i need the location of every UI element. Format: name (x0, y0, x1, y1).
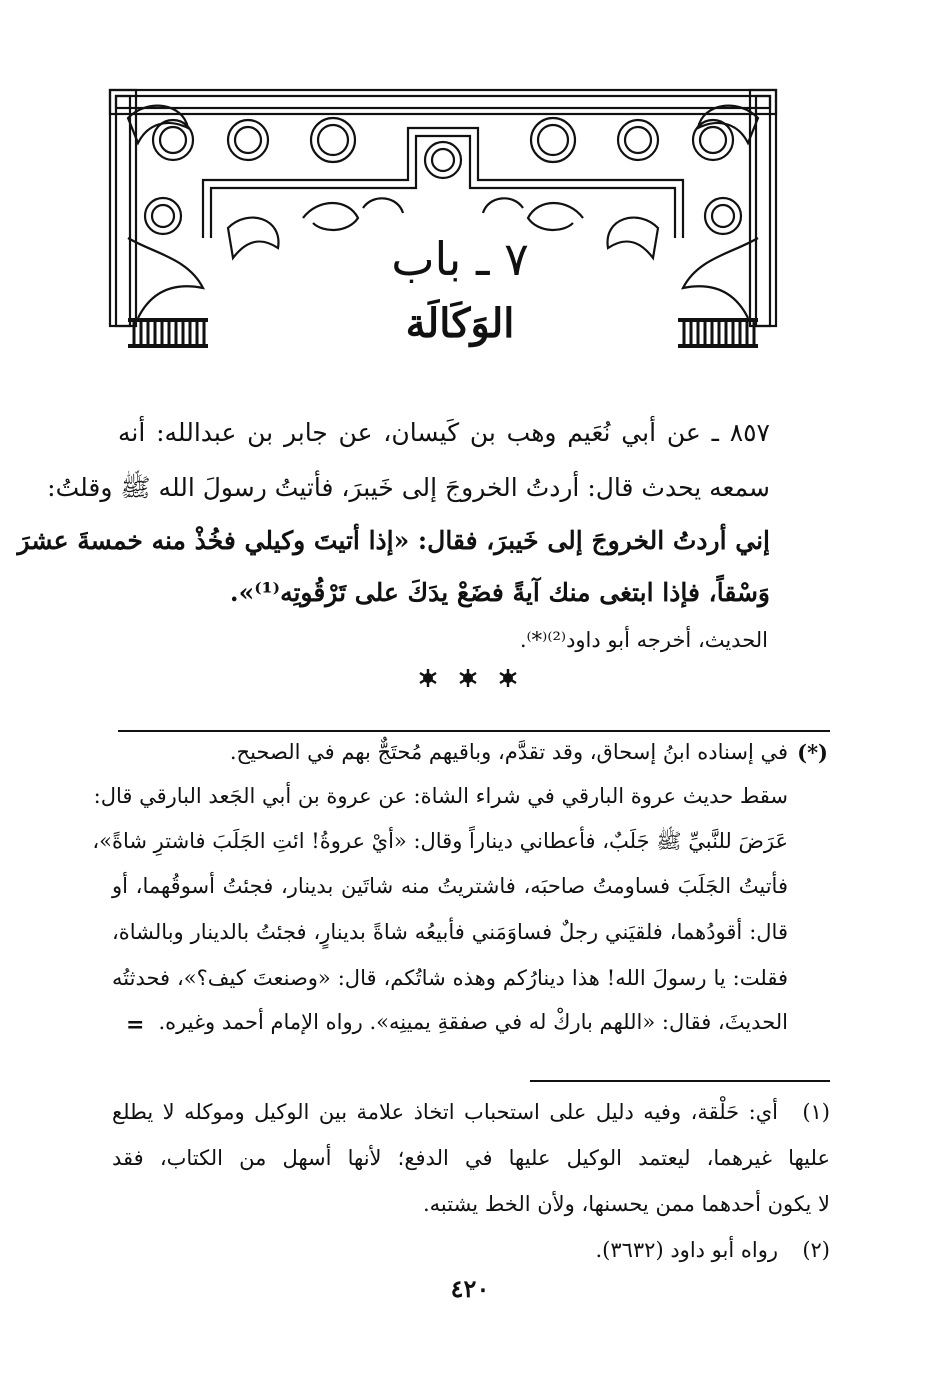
footnote-1-marker: (١) (802, 1100, 830, 1124)
star-footnote-marker: (*) (797, 740, 828, 765)
hadith-source-note: الحديث، أخرجه أبو داود⁽²⁾⁽*⁾. (519, 628, 768, 652)
footnote-divider (118, 730, 830, 732)
chapter-heading: ٧ ـ باب (391, 232, 529, 286)
footnote-2-marker: (٢) (802, 1238, 830, 1262)
star-footnote-line-1: في إسناده ابنُ إسحاق، وقد تقدَّم، وباقيهم مُحتَجٌّ بهم في الصحيح. (229, 740, 788, 764)
star-footnote-line-3: عَرَضَ للنَّبيِّ ﷺ جَلَبٌ، فأعطاني ديناراً وقال: «أيْ عروةُ! ائتِ الجَلَبَ فاشترِ شاةً»، (92, 829, 788, 853)
asterisks-icon (413, 666, 523, 690)
page-number: ٤٢٠ (450, 1274, 490, 1303)
hadith-line-2: سمعه يحدث قال: أردتُ الخروجَ إلى خَيبرَ، فأتيتُ رسولَ الله ﷺ وقلتُ: (47, 473, 770, 502)
star-footnote-line-4: فأتيتُ الجَلَبَ فساومتُ صاحبَه، فاشتريتُ منه شاتَين بدينار، فجئتُ أسوقُهما، أو (112, 874, 788, 898)
chapter-title: الوَكَالَة (405, 300, 515, 347)
footnote-1-line-1: أي: حَلْقة، وفيه دليل على استحباب اتخاذ علامة بين الوكيل وموكله لا يطلع (112, 1100, 778, 1124)
continuation-mark: = (126, 1012, 145, 1038)
footnote-1-line-3: لا يكون أحدهما ممن يحسنها، ولأن الخط يشتبه. (422, 1192, 830, 1216)
hadith-line-1: ٨٥٧ ـ عن أبي نُعَيم وهب بن كَيسان، عن جابر بن عبدالله: أنه (118, 418, 770, 447)
footnotes-short-divider (530, 1080, 830, 1082)
hadith-line-3: إني أردتُ الخروجَ إلى خَيبرَ، فقال: «إذا أتيتَ وكيلي فخُذْ منه خمسةَ عشرَ (17, 526, 770, 555)
section-separator (413, 666, 523, 690)
hadith-line-4: وَسْقاً، فإذا ابتغى منك آيةً فضَعْ يدَكَ على تَرْقُوتِه⁽¹⁾». (229, 578, 770, 607)
star-footnote-line-7: الحديثَ، فقال: «اللهم باركْ له في صفقةِ يمينِه». رواه الإمام أحمد وغيره. (158, 1010, 788, 1034)
footnote-1-line-2: عليها غيرهما، ليعتمد الوكيل عليها في الدفع؛ لأنها أسهل من الكتاب، فقد (112, 1146, 830, 1170)
star-footnote-line-5: قال: أقودُهما، فلقيَني رجلٌ فساوَمَني فأبيعُه شاةً بدينارٍ، فجئتُ بالدينار وبالشاة، (112, 920, 788, 944)
star-footnote-line-2: سقط حديث عروة البارقي في شراء الشاة: عن عروة بن أبي الجَعد البارقي قال: (93, 784, 788, 808)
star-footnote-line-6: فقلت: يا رسولَ الله! هذا دينارُكم وهذه شاتُكم، قال: «وصنعتَ كيف؟»، فحدثتُه (112, 966, 788, 990)
footnote-2-line-1: رواه أبو داود (٣٦٣٢). (595, 1238, 778, 1262)
